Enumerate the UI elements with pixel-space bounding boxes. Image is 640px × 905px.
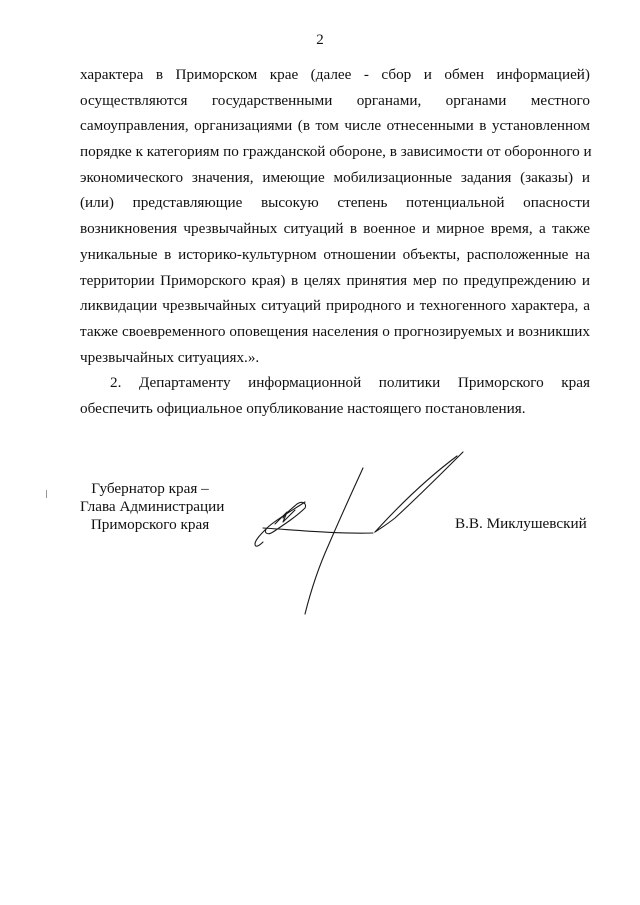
body-line: территории Приморского края) в целях принятия мер по предупреждению и (80, 271, 590, 289)
body-line: (или) представляющие высокую степень потенциальной опасности (80, 194, 590, 212)
body-line: характера в Приморском крае (далее - сбор и обмен информацией) (80, 66, 590, 83)
signatory-title-line: Приморского края (90, 516, 210, 533)
body-line: порядке к категориям по гражданской обороне, в зависимости от оборонного и (80, 143, 592, 161)
body-line: чрезвычайных ситуациях.». (80, 348, 260, 366)
page-number: 2 (316, 32, 324, 48)
signatory-name: В.В. Миклушевский (455, 515, 587, 532)
body-line: также своевременного оповещения населения о прогнозируемых и возникших (80, 322, 590, 340)
document-body (80, 62, 590, 422)
body-line: самоуправления, организациями (в том числе отнесенными в установленном (80, 117, 590, 135)
body-line: возникновения чрезвычайных ситуаций в военное и мирное время, а также (80, 220, 590, 238)
body-line: экономического значения, имеющие мобилизационные задания (заказы) и (80, 168, 590, 186)
paragraph-2-line: обеспечить официальное опубликование настоящего постановления. (80, 399, 526, 417)
body-line: осуществляются государственными органами, органами местного (80, 91, 590, 109)
signatory-title-line: Губернатор края – (91, 480, 209, 497)
handwritten-signature (245, 440, 475, 640)
margin-mark (46, 490, 47, 498)
paragraph-2-line: 2. Департаменту информационной политики Приморского края (110, 374, 590, 392)
body-line: уникальные в историко-культурном отношении объекты, расположенные на (80, 245, 590, 263)
body-line: ликвидации чрезвычайных ситуаций природного и техногенного характера, а (80, 297, 590, 315)
signatory-title (80, 480, 225, 534)
signatory-title-line: Глава Администрации (80, 498, 225, 515)
